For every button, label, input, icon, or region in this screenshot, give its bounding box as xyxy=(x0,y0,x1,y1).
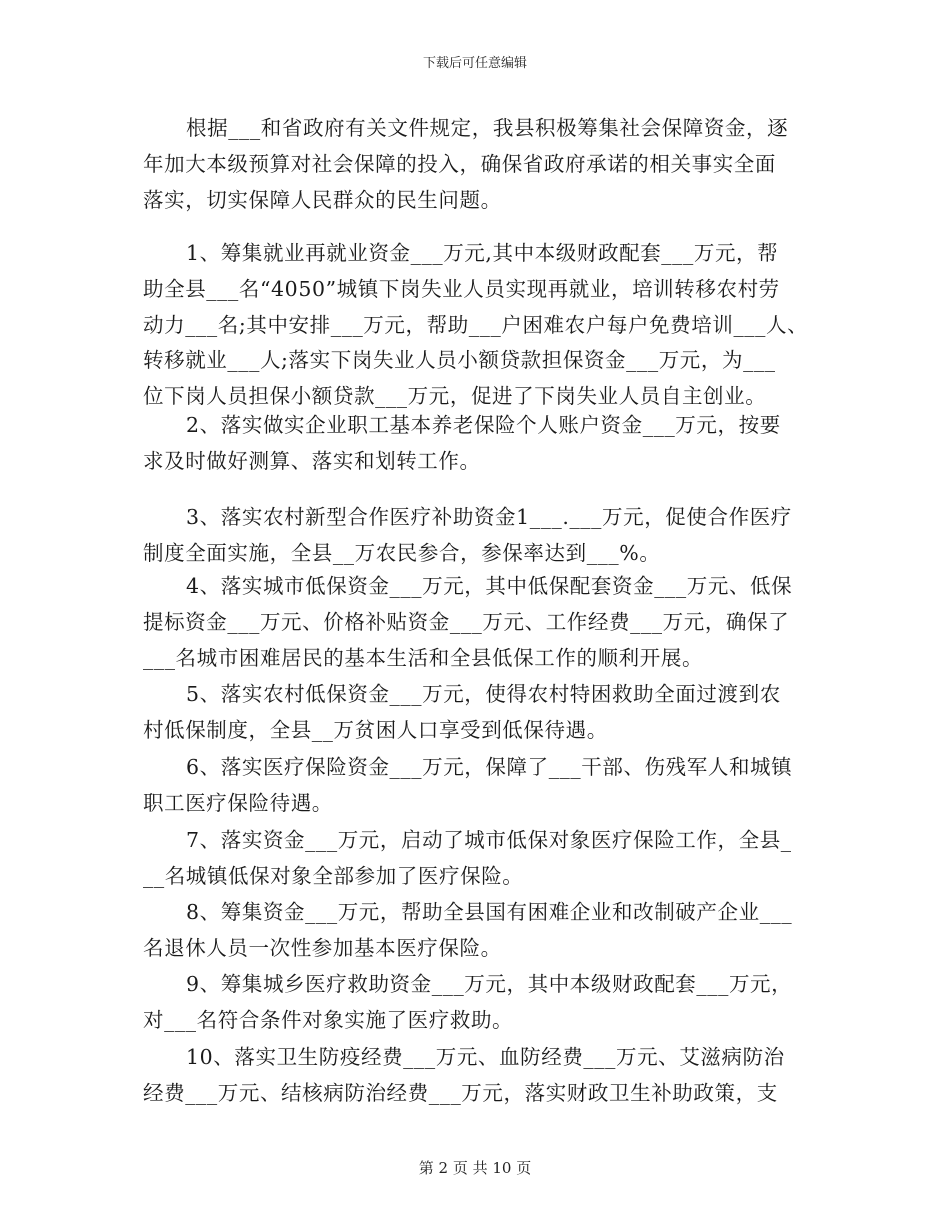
text-line: 职工医疗保险待遇。 xyxy=(143,791,333,815)
page-header: 下载后可任意编辑 xyxy=(422,56,527,71)
text-line: 制度全面实施，全县__万农民参合，参保率达到___%。 xyxy=(143,541,661,565)
text-line: 求及时做好测算、落实和划转工作。 xyxy=(143,449,481,473)
text-line: 动力___名;其中安排___万元，帮助___户困难农户每户免费培训___人、 xyxy=(143,313,809,337)
text-line: 根据___和省政府有关文件规定，我县积极筹集社会保障资金，逐 xyxy=(186,116,789,140)
text-line: 经费___万元、结核病防治经费___万元，落实财政卫生补助政策，支 xyxy=(143,1081,778,1105)
text-line: 7、落实资金___万元，启动了城市低保对象医疗保险工作，全县_ xyxy=(186,828,792,852)
text-line: 对___名符合条件对象实施了医疗救助。 xyxy=(143,1008,514,1032)
text-line: 3、落实农村新型合作医疗补助资金1___.___万元，促使合作医疗 xyxy=(186,505,792,529)
text-line: __名城镇低保对象全部参加了医疗保险。 xyxy=(143,864,524,888)
text-line: 助全县___名“4050”城镇下岗失业人员实现再就业，培训转移农村劳 xyxy=(143,277,780,301)
text-line: 8、筹集资金___万元，帮助全县国有困难企业和改制破产企业___ xyxy=(186,900,793,924)
text-line: 4、落实城市低保资金___万元，其中低保配套资金___万元、低保 xyxy=(186,574,793,598)
text-line: ___名城市困难居民的基本生活和全县低保工作的顺利开展。 xyxy=(143,646,704,670)
text-line: 名退休人员一次性参加基本医疗保险。 xyxy=(143,936,502,960)
text-line: 位下岗人员担保小额贷款___万元，促进了下岗失业人员自主创业。 xyxy=(143,384,767,408)
text-line: 10、落实卫生防疫经费___万元、血防经费___万元、艾滋病防治 xyxy=(186,1045,785,1069)
text-line: 2、落实做实企业职工基本养老保险个人账户资金___万元，按要 xyxy=(186,413,781,437)
text-line: 落实，切实保障人民群众的民生问题。 xyxy=(143,188,502,212)
text-line: 提标资金___万元、价格补贴资金___万元、工作经费___万元，确保了 xyxy=(143,610,790,634)
text-line: 9、筹集城乡医疗救助资金___万元，其中本级财政配套___万元， xyxy=(186,972,793,996)
text-line: 6、落实医疗保险资金___万元，保障了___干部、伤残军人和城镇 xyxy=(186,755,793,779)
page-number: 第 2 页 共 10 页 xyxy=(418,1159,532,1177)
text-line: 村低保制度，全县__万贫困人口享受到低保待遇。 xyxy=(143,718,608,742)
text-line: 5、落实农村低保资金___万元，使得农村特困救助全面过渡到农 xyxy=(186,682,781,706)
text-line: 1、筹集就业再就业资金___万元,其中本级财政配套___万元，帮 xyxy=(186,241,779,265)
text-line: 转移就业___人;落实下岗失业人员小额贷款担保资金___万元，为___ xyxy=(143,348,776,372)
text-line: 年加大本级预算对社会保障的投入，确保省政府承诺的相关事实全面 xyxy=(143,152,776,176)
